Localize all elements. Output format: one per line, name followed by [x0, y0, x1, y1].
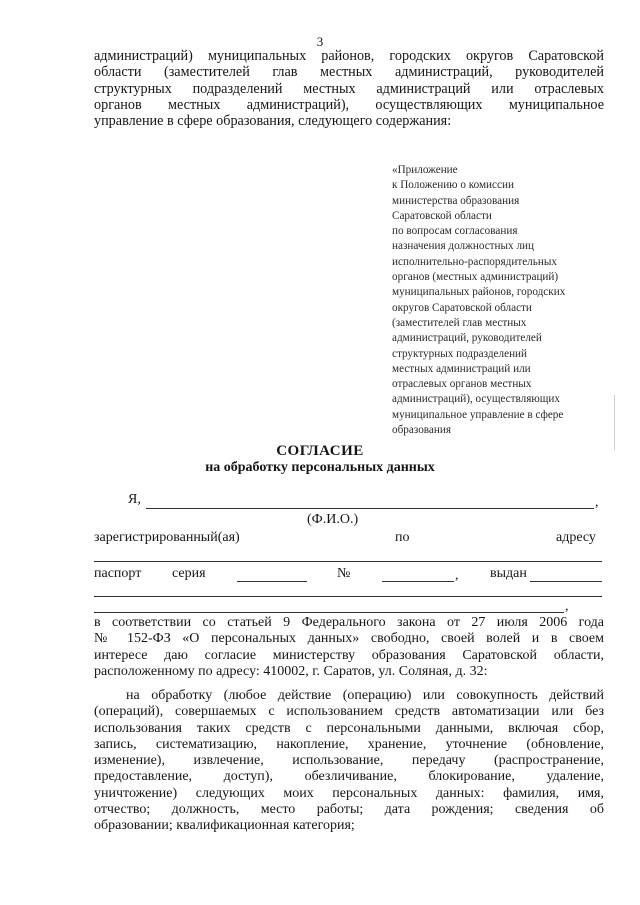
number-sign: №	[337, 566, 351, 581]
issued-by-continued-line[interactable]	[94, 596, 602, 597]
paragraph-line: на обработку (любое действие (операцию) или совокупность действий	[126, 688, 604, 703]
annex-line: муниципальных районов, городских	[392, 286, 566, 299]
annex-line: органов (местных администраций)	[392, 271, 559, 284]
ya-label: Я,	[128, 492, 141, 507]
annex-line: «Приложение	[392, 164, 458, 176]
passport-label: паспорт	[94, 566, 142, 581]
intro-line: области (заместителей глав местных администраций, руководителей	[94, 64, 604, 81]
paragraph-line: предоставление, доступ), обезличивание, блокирование, удаление,	[94, 769, 604, 785]
annex-line: структурных подразделений	[392, 347, 528, 360]
annex-line: Саратовской области	[392, 209, 492, 222]
annex-line: администраций, руководителей	[392, 332, 542, 345]
page-number: 3	[316, 34, 324, 49]
document-subtitle: на обработку персональных данных	[205, 460, 435, 475]
address-label: адресу	[556, 530, 596, 545]
annex-line: отраслевых органов местных	[392, 378, 532, 391]
po-label: по	[395, 530, 410, 545]
paragraph-line: (операций), совершаемых с использованием средств автоматизации или без	[94, 704, 604, 720]
annex-line: округов Саратовской области	[392, 301, 532, 314]
series-label: серия	[172, 566, 206, 581]
annex-line: муниципальное управление в сфере	[392, 408, 564, 421]
paragraph-line: запись, систематизацию, накопление, хранение, уточнение (обновление,	[94, 736, 604, 752]
paragraph-line: использования таких средств с персональными данными, включая сбор,	[94, 720, 604, 736]
consent-paragraph-2	[94, 688, 604, 835]
annex-line: местных администраций или	[392, 362, 531, 375]
intro-paragraph	[94, 48, 604, 129]
margin-scan-mark	[614, 395, 615, 450]
annex-line: администраций), осуществляющих	[392, 393, 560, 406]
fio-input-line[interactable]	[146, 508, 594, 509]
document-title: СОГЛАСИЕ	[276, 443, 364, 459]
annex-line: исполнительно-распорядительных	[392, 255, 557, 268]
fio-caption: (Ф.И.О.)	[307, 512, 359, 527]
annex-line: к Положению о комиссии	[392, 179, 514, 192]
paragraph-line: в соответствии со статьей 9 Федерального закона от 27 июля 2006 года	[94, 615, 604, 630]
intro-line: структурных подразделений местных администраций или отраслевых	[94, 80, 604, 97]
issued-label: выдан	[490, 566, 527, 581]
annex-block	[392, 163, 607, 438]
fio-comma: ,	[595, 495, 599, 510]
paragraph-line: расположенному по адресу: 410002, г. Саратов, ул. Соляная, д. 32:	[94, 663, 488, 679]
number-comma: ,	[455, 568, 459, 583]
issued-comma: ,	[565, 599, 569, 614]
paragraph-line: отчество; должность, место работы; дата рождения; сведения об	[94, 802, 604, 818]
intro-line: управление в сфере образования, следующего содержания:	[94, 113, 452, 130]
registered-label: зарегистрированный(ая)	[94, 530, 240, 545]
annex-line: (заместителей глав местных	[392, 316, 527, 329]
annex-line: назначения должностных лиц	[392, 240, 535, 253]
consent-paragraph-1	[94, 615, 604, 680]
paragraph-line: интересе даю согласие министерству образования Саратовской области,	[94, 647, 604, 663]
paragraph-line: уничтожение) следующих моих персональных данных: фамилия, имя,	[94, 785, 604, 801]
issued-date-line[interactable]	[94, 612, 564, 613]
paragraph-line: № 152-ФЗ «О персональных данных» свободно, своей волей и в своем	[94, 631, 604, 647]
paragraph-line: образовании; квалификационная категория;	[94, 818, 355, 834]
address-input-line[interactable]	[94, 561, 602, 562]
intro-line: администраций) муниципальных районов, городских округов Саратовской	[94, 48, 604, 64]
annex-line: по вопросам согласования	[392, 225, 518, 238]
issued-by-input-line[interactable]	[530, 581, 602, 582]
paragraph-line: изменение), извлечение, использование, передачу (распространение,	[94, 753, 604, 769]
intro-line: органов местных администраций), осуществляющих муниципальное	[94, 96, 604, 113]
series-input-line[interactable]	[237, 581, 307, 582]
annex-line: образования	[392, 424, 452, 437]
passport-number-input-line[interactable]	[382, 581, 454, 582]
annex-line: министерства образования	[392, 194, 520, 207]
